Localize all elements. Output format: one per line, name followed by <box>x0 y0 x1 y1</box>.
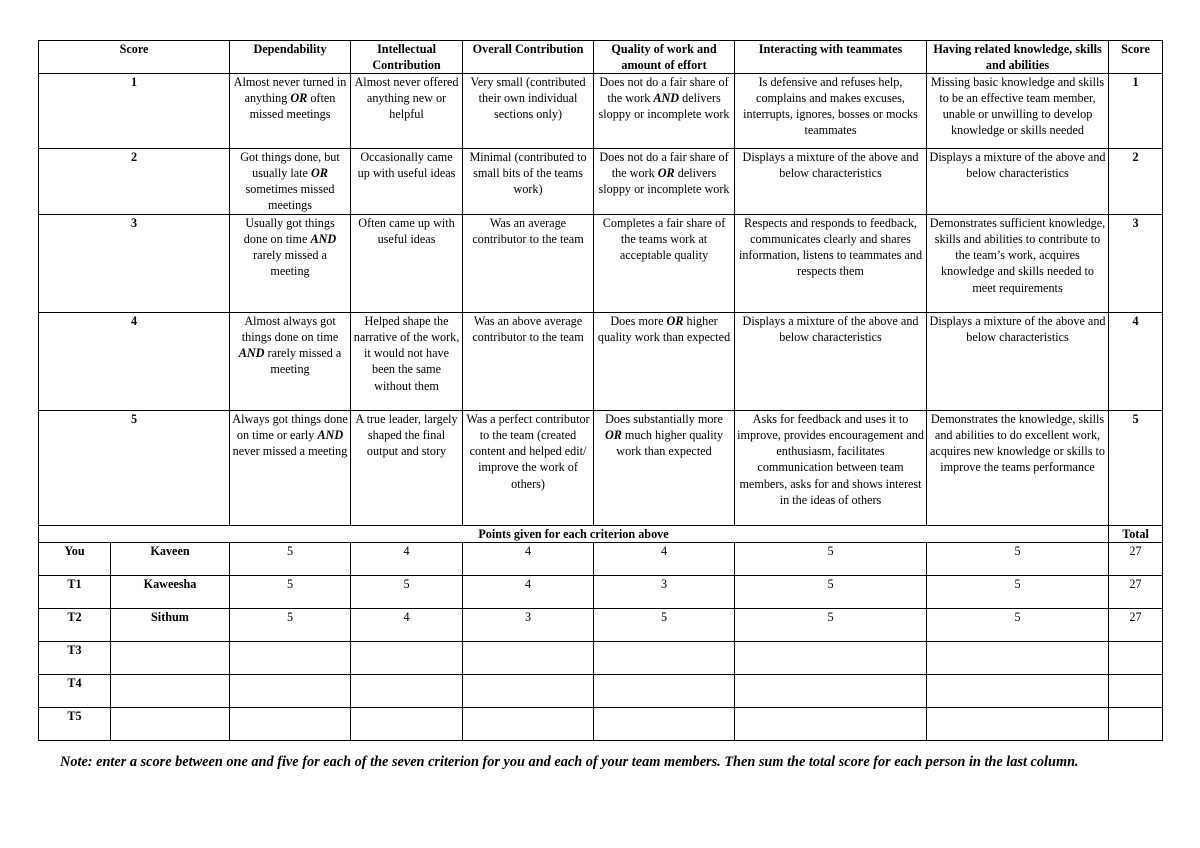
level-score-right: 4 <box>1109 313 1163 411</box>
member-score-row <box>39 609 1163 642</box>
criterion-score-field[interactable] <box>927 708 1109 741</box>
criterion-header-knowledge: Having related knowledge, skills and abilities <box>927 41 1109 74</box>
rubric-level-row <box>39 149 1163 215</box>
rubric-descriptor: Displays a mixture of the above and below characteristics <box>927 149 1109 215</box>
total-header: Total <box>1109 526 1163 543</box>
criterion-score-field[interactable]: 5 <box>230 576 351 609</box>
criterion-score-field[interactable] <box>927 642 1109 675</box>
level-score: 3 <box>39 215 230 313</box>
criterion-score-field[interactable] <box>351 708 463 741</box>
level-score: 4 <box>39 313 230 411</box>
member-label: T2 <box>39 609 111 642</box>
criterion-score-field[interactable] <box>735 675 927 708</box>
total-score-field[interactable] <box>1109 675 1163 708</box>
criterion-score-field[interactable]: 4 <box>351 609 463 642</box>
rubric-descriptor: Almost always got things done on time AND rarely missed a meeting <box>230 313 351 411</box>
total-score-field[interactable] <box>1109 642 1163 675</box>
criterion-score-field[interactable] <box>463 675 594 708</box>
rubric-descriptor: A true leader, largely shaped the final output and story <box>351 411 463 526</box>
rubric-descriptor: Minimal (contributed to small bits of the teams work) <box>463 149 594 215</box>
member-score-row <box>39 708 1163 741</box>
rubric-level-row <box>39 411 1163 526</box>
member-label: T4 <box>39 675 111 708</box>
member-name-field[interactable]: Sithum <box>111 609 230 642</box>
member-label: You <box>39 543 111 576</box>
points-header-row <box>39 526 1163 543</box>
criterion-score-field[interactable]: 4 <box>463 543 594 576</box>
rubric-descriptor: Occasionally came up with useful ideas <box>351 149 463 215</box>
criterion-score-field[interactable]: 3 <box>594 576 735 609</box>
criterion-score-field[interactable] <box>735 708 927 741</box>
member-label: T3 <box>39 642 111 675</box>
rubric-descriptor: Almost never offered anything new or helpful <box>351 74 463 149</box>
criterion-score-field[interactable] <box>594 642 735 675</box>
level-score: 1 <box>39 74 230 149</box>
criterion-score-field[interactable]: 5 <box>735 609 927 642</box>
criterion-score-field[interactable] <box>230 642 351 675</box>
criterion-score-field[interactable] <box>230 675 351 708</box>
criterion-score-field[interactable] <box>463 642 594 675</box>
criterion-score-field[interactable]: 5 <box>735 543 927 576</box>
member-score-row <box>39 642 1163 675</box>
rubric-descriptor: Was an average contributor to the team <box>463 215 594 313</box>
rubric-level-row <box>39 215 1163 313</box>
rubric-descriptor: Was a perfect contributor to the team (created content and helped edit/ improve the work of others) <box>463 411 594 526</box>
rubric-descriptor: Asks for feedback and uses it to improve, provides encouragement and enthusiasm, facilitates communication between team members, asks for and shows interest in the ideas of others <box>735 411 927 526</box>
rubric-descriptor: Completes a fair share of the teams work at acceptable quality <box>594 215 735 313</box>
criterion-score-field[interactable] <box>230 708 351 741</box>
criterion-header-quality: Quality of work and amount of effort <box>594 41 735 74</box>
member-score-row <box>39 543 1163 576</box>
criterion-score-field[interactable]: 5 <box>927 543 1109 576</box>
rubric-level-row <box>39 313 1163 411</box>
member-name-field[interactable] <box>111 675 230 708</box>
peer-evaluation-table <box>38 40 1163 741</box>
criterion-header-dependability: Dependability <box>230 41 351 74</box>
rubric-descriptor: Does substantially more OR much higher quality work than expected <box>594 411 735 526</box>
criterion-header-overall: Overall Contribution <box>463 41 594 74</box>
criterion-score-field[interactable]: 5 <box>735 576 927 609</box>
level-score-right: 2 <box>1109 149 1163 215</box>
instructions-note: Note: enter a score between one and five for each of the seven criterion for you and each of your team members. Then sum the total score for each person in the last column. <box>60 754 1079 770</box>
member-name-field[interactable] <box>111 642 230 675</box>
rubric-descriptor: Demonstrates the knowledge, skills and abilities to do excellent work, acquires new knowledge or skills to improve the teams performance <box>927 411 1109 526</box>
criterion-score-field[interactable] <box>351 675 463 708</box>
criterion-score-field[interactable]: 5 <box>230 609 351 642</box>
rubric-descriptor: Respects and responds to feedback, communicates clearly and shares information, listens to teammates and respects them <box>735 215 927 313</box>
rubric-descriptor: Missing basic knowledge and skills to be an effective team member, unable or unwilling to develop knowledge or skills needed <box>927 74 1109 149</box>
criterion-score-field[interactable]: 3 <box>463 609 594 642</box>
criterion-score-field[interactable] <box>463 708 594 741</box>
rubric-descriptor: Was an above average contributor to the team <box>463 313 594 411</box>
member-label: T1 <box>39 576 111 609</box>
rubric-descriptor: Almost never turned in anything OR often missed meetings <box>230 74 351 149</box>
criterion-score-field[interactable] <box>927 675 1109 708</box>
rubric-descriptor: Always got things done on time or early AND never missed a meeting <box>230 411 351 526</box>
points-header: Points given for each criterion above <box>39 526 1109 543</box>
criterion-score-field[interactable]: 4 <box>594 543 735 576</box>
rubric-descriptor: Displays a mixture of the above and below characteristics <box>735 149 927 215</box>
criterion-score-field[interactable]: 5 <box>927 576 1109 609</box>
rubric-descriptor: Got things done, but usually late OR sometimes missed meetings <box>230 149 351 215</box>
total-score-field[interactable] <box>1109 708 1163 741</box>
member-name-field[interactable]: Kaveen <box>111 543 230 576</box>
rubric-descriptor: Does more OR higher quality work than expected <box>594 313 735 411</box>
member-score-row <box>39 576 1163 609</box>
rubric-descriptor: Does not do a fair share of the work AND delivers sloppy or incomplete work <box>594 74 735 149</box>
level-score: 2 <box>39 149 230 215</box>
level-score: 5 <box>39 411 230 526</box>
member-score-row <box>39 675 1163 708</box>
criterion-score-field[interactable] <box>735 642 927 675</box>
criterion-score-field[interactable]: 4 <box>351 543 463 576</box>
criterion-header-interacting: Interacting with teammates <box>735 41 927 74</box>
rubric-descriptor: Displays a mixture of the above and below characteristics <box>927 313 1109 411</box>
criterion-score-field[interactable]: 4 <box>463 576 594 609</box>
criterion-score-field[interactable]: 5 <box>351 576 463 609</box>
rubric-levels <box>39 74 1163 526</box>
criterion-score-field[interactable]: 5 <box>230 543 351 576</box>
rubric-descriptor: Helped shape the narrative of the work, it would not have been the same without them <box>351 313 463 411</box>
criterion-score-field[interactable]: 5 <box>594 609 735 642</box>
level-score-right: 5 <box>1109 411 1163 526</box>
score-header-right: Score <box>1109 41 1163 74</box>
total-score-field[interactable]: 27 <box>1109 576 1163 609</box>
total-score-field[interactable]: 27 <box>1109 543 1163 576</box>
rubric-descriptor: Demonstrates sufficient knowledge, skills and abilities to contribute to the team’s work, acquires knowledge and skills needed to meet requirements <box>927 215 1109 313</box>
rubric-descriptor: Very small (contributed their own individual sections only) <box>463 74 594 149</box>
level-score-right: 1 <box>1109 74 1163 149</box>
rubric-descriptor: Is defensive and refuses help, complains and makes excuses, interrupts, ignores, bosses or mocks teammates <box>735 74 927 149</box>
criterion-score-field[interactable] <box>351 642 463 675</box>
member-label: T5 <box>39 708 111 741</box>
criterion-score-field[interactable] <box>594 708 735 741</box>
rubric-descriptor: Often came up with useful ideas <box>351 215 463 313</box>
criterion-score-field[interactable] <box>594 675 735 708</box>
rubric-descriptor: Displays a mixture of the above and below characteristics <box>735 313 927 411</box>
rubric-descriptor: Does not do a fair share of the work OR delivers sloppy or incomplete work <box>594 149 735 215</box>
score-header: Score <box>39 41 230 74</box>
header-row <box>39 41 1163 74</box>
rubric-level-row <box>39 74 1163 149</box>
total-score-field[interactable]: 27 <box>1109 609 1163 642</box>
level-score-right: 3 <box>1109 215 1163 313</box>
member-name-field[interactable]: Kaweesha <box>111 576 230 609</box>
criterion-score-field[interactable]: 5 <box>927 609 1109 642</box>
score-entries <box>39 526 1163 741</box>
criterion-header-intellectual: Intellectual Contribution <box>351 41 463 74</box>
rubric-descriptor: Usually got things done on time AND rarely missed a meeting <box>230 215 351 313</box>
member-name-field[interactable] <box>111 708 230 741</box>
